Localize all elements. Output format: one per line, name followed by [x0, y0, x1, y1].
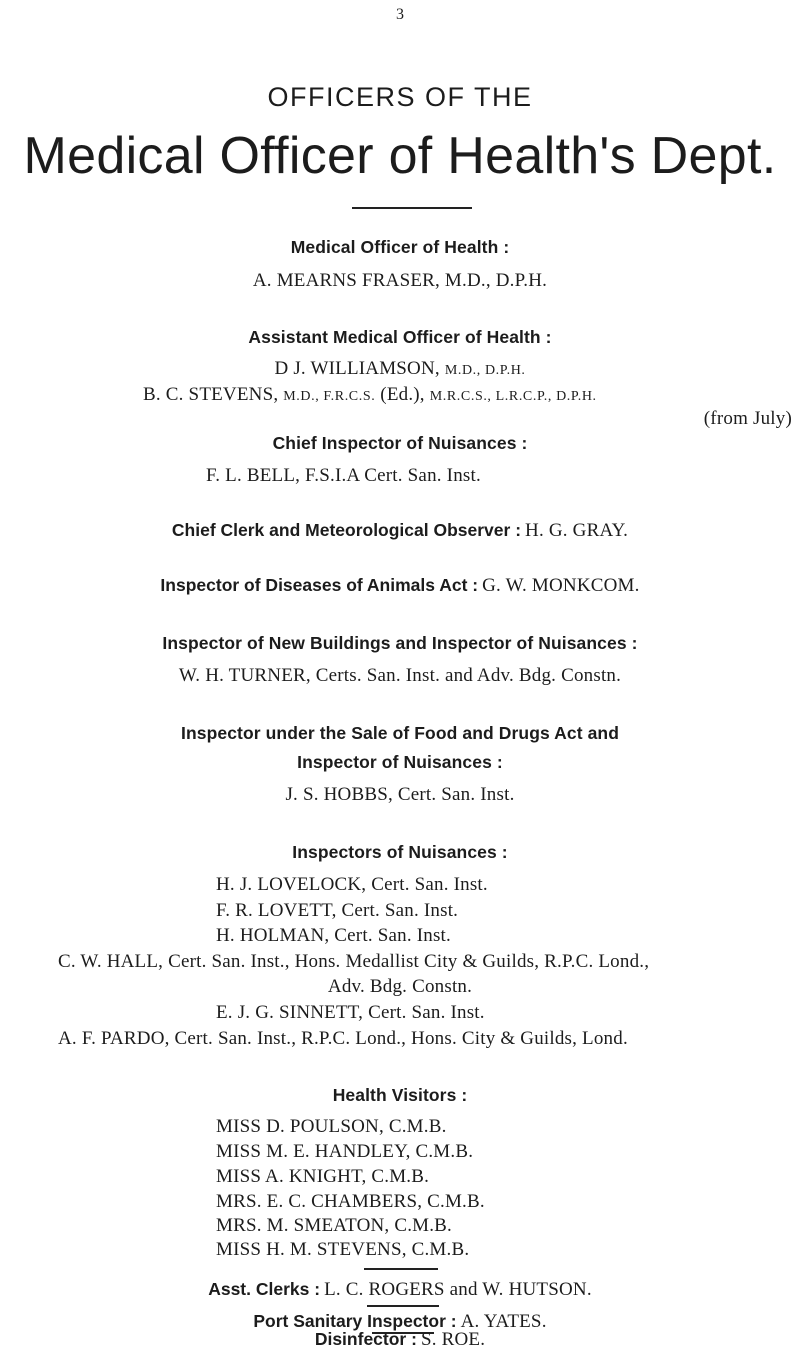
chief-inspector-heading: Chief Inspector of Nuisances : [272, 433, 528, 453]
amoh-line-1 [0, 358, 800, 380]
diseases-inspector-label: Inspector of Diseases of Animals Act : [160, 575, 479, 595]
food-inspector-name: J. S. HOBBS, Cert. San. Inst. [285, 784, 515, 805]
diseases-inspector-row [0, 575, 800, 597]
amoh-line-2-name: B. C. STEVENS, [143, 384, 279, 405]
amoh-line-2-quals-b: M.R.C.S., L.R.C.P., D.P.H. [429, 389, 597, 404]
asst-clerks-row [0, 1279, 800, 1301]
amoh-line-1-quals: M.D., D.P.H. [444, 363, 526, 378]
inspector-line: E. J. G. SINNETT, Cert. San. Inst. [216, 1002, 485, 1023]
buildings-inspector-heading: Inspector of New Buildings and Inspector of Nuisances : [162, 633, 638, 653]
moh-name: A. MEARNS FRASER, M.D., D.P.H. [252, 270, 548, 291]
food-inspector-heading-1: Inspector under the Sale of Food and Drugs Act and [181, 723, 619, 743]
asst-clerks-names: L. C. ROGERS and W. HUTSON. [324, 1279, 592, 1300]
buildings-inspector-name: W. H. TURNER, Certs. San. Inst. and Adv. Bdg. Constn. [178, 665, 622, 686]
chief-clerk-row [0, 520, 800, 542]
title-line-2: Medical Officer of Health's Dept. [23, 127, 777, 185]
amoh-line-2 [143, 384, 597, 406]
diseases-inspector-name: G. W. MONKCOM. [482, 575, 640, 596]
port-inspector-name: A. YATES. [460, 1311, 547, 1332]
divider [364, 1268, 438, 1270]
chief-clerk-label: Chief Clerk and Meteorological Observer : [171, 520, 522, 540]
inspectors-heading: Inspectors of Nuisances : [292, 842, 508, 862]
inspector-line: H. J. LOVELOCK, Cert. San. Inst. [216, 874, 488, 895]
inspector-line-continuation: Adv. Bdg. Constn. [327, 976, 473, 997]
amoh-line-1-name: D J. WILLIAMSON, [274, 358, 440, 379]
divider [352, 207, 472, 209]
disinfector-label: Disinfector : [314, 1329, 417, 1349]
inspector-line: C. W. HALL, Cert. San. Inst., Hons. Medallist City & Guilds, R.P.C. Lond., [58, 951, 650, 972]
health-visitor-line: MISS D. POULSON, C.M.B. [216, 1116, 447, 1137]
health-visitor-line: MISS H. M. STEVENS, C.M.B. [216, 1239, 470, 1260]
health-visitors-heading: Health Visitors : [332, 1085, 468, 1105]
amoh-heading: Assistant Medical Officer of Health : [248, 327, 552, 347]
moh-heading: Medical Officer of Health : [290, 237, 510, 257]
asst-clerks-label: Asst. Clerks : [208, 1279, 321, 1299]
disinfector-row [0, 1329, 800, 1350]
port-inspector-label: Port Sanitary Inspector : [253, 1311, 457, 1331]
health-visitor-line: MISS M. E. HANDLEY, C.M.B. [216, 1141, 474, 1162]
chief-inspector-name: F. L. BELL, F.S.I.A Cert. San. Inst. [206, 465, 481, 486]
inspector-line: H. HOLMAN, Cert. San. Inst. [216, 925, 451, 946]
chief-clerk-name: H. G. GRAY. [525, 520, 629, 541]
disinfector-name: S. ROE. [420, 1329, 486, 1350]
amoh-line-2-quals-a: M.D., F.R.C.S. [283, 389, 376, 404]
inspector-line: F. R. LOVETT, Cert. San. Inst. [216, 900, 459, 921]
health-visitor-line: MISS A. KNIGHT, C.M.B. [216, 1166, 430, 1187]
divider [367, 1305, 439, 1307]
health-visitor-line: MRS. E. C. CHAMBERS, C.M.B. [216, 1191, 485, 1212]
amoh-line-2-ed: (Ed.), [380, 384, 425, 405]
title-line-1: OFFICERS OF THE [267, 82, 533, 112]
inspector-line: A. F. PARDO, Cert. San. Inst., R.P.C. Lond., Hons. City & Guilds, Lond. [58, 1028, 628, 1049]
food-inspector-heading-2: Inspector of Nuisances : [297, 752, 503, 772]
page-number: 3 [396, 6, 404, 23]
health-visitor-line: MRS. M. SMEATON, C.M.B. [216, 1215, 453, 1236]
amoh-note: (from July) [703, 408, 792, 429]
